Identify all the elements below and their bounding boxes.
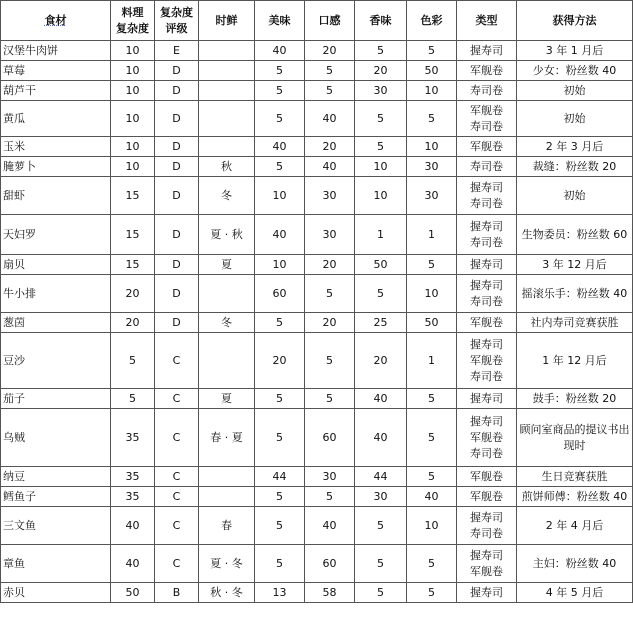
type-label: 军舰卷 bbox=[470, 489, 503, 503]
cell-color: 5 bbox=[407, 101, 457, 137]
cell-aroma: 40 bbox=[355, 409, 407, 467]
cell-complexity: 15 bbox=[111, 177, 155, 215]
cell-type bbox=[457, 61, 517, 81]
cell-aroma: 5 bbox=[355, 275, 407, 313]
table-row bbox=[1, 507, 633, 545]
cell-type bbox=[457, 215, 517, 255]
cell-color: 10 bbox=[407, 275, 457, 313]
cell-ingredient: 豆沙 bbox=[1, 333, 111, 389]
cell-texture: 60 bbox=[305, 545, 355, 583]
cell-ingredient: 黄瓜 bbox=[1, 101, 111, 137]
cell-ingredient: 草莓 bbox=[1, 61, 111, 81]
cell-texture: 5 bbox=[305, 81, 355, 101]
cell-season: 夏 · 冬 bbox=[199, 545, 255, 583]
cell-taste: 5 bbox=[255, 313, 305, 333]
cell-taste: 40 bbox=[255, 215, 305, 255]
cell-complexity: 35 bbox=[111, 487, 155, 507]
cell-season bbox=[199, 101, 255, 137]
cell-season: 冬 bbox=[199, 313, 255, 333]
cell-season bbox=[199, 333, 255, 389]
cell-color: 5 bbox=[407, 467, 457, 487]
table-row bbox=[1, 389, 633, 409]
type-label: 军舰卷 bbox=[470, 315, 503, 329]
cell-color: 50 bbox=[407, 61, 457, 81]
cell-color: 5 bbox=[407, 583, 457, 603]
type-label: 军舰卷 bbox=[470, 469, 503, 483]
table-row bbox=[1, 215, 633, 255]
table-row bbox=[1, 101, 633, 137]
cell-aroma: 5 bbox=[355, 583, 407, 603]
cell-complexity: 5 bbox=[111, 333, 155, 389]
cell-grade: D bbox=[155, 61, 199, 81]
cell-method: 2 年 3 月后 bbox=[517, 137, 633, 157]
header-grade: 复杂度 评级 bbox=[155, 1, 199, 41]
cell-aroma: 25 bbox=[355, 313, 407, 333]
header-aroma: 香味 bbox=[355, 1, 407, 41]
cell-complexity: 10 bbox=[111, 101, 155, 137]
cell-ingredient: 扇贝 bbox=[1, 255, 111, 275]
cell-method: 煎饼师傅：粉丝数 40 bbox=[517, 487, 633, 507]
cell-complexity: 40 bbox=[111, 507, 155, 545]
type-label: 军舰卷 bbox=[470, 139, 503, 153]
cell-texture: 30 bbox=[305, 467, 355, 487]
cell-complexity: 20 bbox=[111, 275, 155, 313]
cell-complexity: 10 bbox=[111, 137, 155, 157]
cell-complexity: 10 bbox=[111, 61, 155, 81]
cell-color: 5 bbox=[407, 255, 457, 275]
cell-aroma: 5 bbox=[355, 137, 407, 157]
cell-season: 夏 bbox=[199, 389, 255, 409]
cell-season bbox=[199, 41, 255, 61]
cell-taste: 40 bbox=[255, 137, 305, 157]
table-row bbox=[1, 41, 633, 61]
type-label: 握寿司 bbox=[470, 510, 503, 524]
table-row bbox=[1, 255, 633, 275]
cell-method: 少女：粉丝数 40 bbox=[517, 61, 633, 81]
type-label: 握寿司 bbox=[470, 337, 503, 351]
cell-type bbox=[457, 255, 517, 275]
cell-grade: D bbox=[155, 157, 199, 177]
type-label: 寿司卷 bbox=[470, 235, 503, 249]
cell-aroma: 50 bbox=[355, 255, 407, 275]
cell-grade: C bbox=[155, 545, 199, 583]
type-label: 握寿司 bbox=[470, 548, 503, 562]
cell-complexity: 20 bbox=[111, 313, 155, 333]
cell-ingredient: 三文鱼 bbox=[1, 507, 111, 545]
cell-season: 冬 bbox=[199, 177, 255, 215]
cell-type bbox=[457, 409, 517, 467]
type-label: 握寿司 bbox=[470, 414, 503, 428]
cell-method: 3 年 1 月后 bbox=[517, 41, 633, 61]
cell-aroma: 1 bbox=[355, 215, 407, 255]
cell-type bbox=[457, 487, 517, 507]
cell-aroma: 30 bbox=[355, 81, 407, 101]
cell-type bbox=[457, 389, 517, 409]
cell-method: 摇滚乐手：粉丝数 40 bbox=[517, 275, 633, 313]
cell-type bbox=[457, 137, 517, 157]
cell-method: 4 年 5 月后 bbox=[517, 583, 633, 603]
cell-texture: 20 bbox=[305, 41, 355, 61]
cell-ingredient: 葫芦干 bbox=[1, 81, 111, 101]
header-method: 获得方法 bbox=[517, 1, 633, 41]
cell-complexity: 15 bbox=[111, 255, 155, 275]
cell-color: 5 bbox=[407, 41, 457, 61]
cell-aroma: 20 bbox=[355, 61, 407, 81]
cell-aroma: 5 bbox=[355, 507, 407, 545]
cell-season bbox=[199, 487, 255, 507]
cell-aroma: 40 bbox=[355, 389, 407, 409]
cell-method: 主妇：粉丝数 40 bbox=[517, 545, 633, 583]
cell-season: 夏 · 秋 bbox=[199, 215, 255, 255]
type-label: 握寿司 bbox=[470, 180, 503, 194]
cell-color: 40 bbox=[407, 487, 457, 507]
cell-method: 生物委员：粉丝数 60 bbox=[517, 215, 633, 255]
cell-grade: C bbox=[155, 409, 199, 467]
cell-season bbox=[199, 467, 255, 487]
cell-color: 30 bbox=[407, 157, 457, 177]
cell-grade: D bbox=[155, 255, 199, 275]
cell-method: 裁缝：粉丝数 20 bbox=[517, 157, 633, 177]
cell-type bbox=[457, 81, 517, 101]
cell-grade: E bbox=[155, 41, 199, 61]
cell-method: 生日竞赛获胜 bbox=[517, 467, 633, 487]
cell-season: 春 bbox=[199, 507, 255, 545]
type-label: 握寿司 bbox=[470, 391, 503, 405]
table-row bbox=[1, 313, 633, 333]
header-color: 色彩 bbox=[407, 1, 457, 41]
cell-complexity: 35 bbox=[111, 467, 155, 487]
cell-taste: 5 bbox=[255, 389, 305, 409]
cell-texture: 60 bbox=[305, 409, 355, 467]
cell-complexity: 35 bbox=[111, 409, 155, 467]
cell-complexity: 5 bbox=[111, 389, 155, 409]
cell-grade: D bbox=[155, 101, 199, 137]
cell-color: 5 bbox=[407, 409, 457, 467]
cell-taste: 20 bbox=[255, 333, 305, 389]
cell-method: 鼓手：粉丝数 20 bbox=[517, 389, 633, 409]
cell-texture: 30 bbox=[305, 215, 355, 255]
cell-ingredient: 茄子 bbox=[1, 389, 111, 409]
header-taste: 美味 bbox=[255, 1, 305, 41]
cell-color: 10 bbox=[407, 137, 457, 157]
cell-season bbox=[199, 137, 255, 157]
cell-type bbox=[457, 467, 517, 487]
cell-ingredient: 章鱼 bbox=[1, 545, 111, 583]
cell-grade: D bbox=[155, 275, 199, 313]
cell-color: 5 bbox=[407, 545, 457, 583]
cell-texture: 30 bbox=[305, 177, 355, 215]
cell-color: 10 bbox=[407, 81, 457, 101]
cell-season bbox=[199, 61, 255, 81]
cell-taste: 10 bbox=[255, 255, 305, 275]
cell-texture: 20 bbox=[305, 313, 355, 333]
header-season: 时鲜 bbox=[199, 1, 255, 41]
cell-complexity: 10 bbox=[111, 81, 155, 101]
cell-method: 社内寿司竞赛获胜 bbox=[517, 313, 633, 333]
header-ingredient: 食材 bbox=[1, 1, 111, 41]
cell-type bbox=[457, 545, 517, 583]
type-label: 军舰卷 bbox=[470, 103, 503, 117]
cell-season: 夏 bbox=[199, 255, 255, 275]
cell-taste: 10 bbox=[255, 177, 305, 215]
cell-taste: 5 bbox=[255, 157, 305, 177]
type-label: 寿司卷 bbox=[470, 119, 503, 133]
cell-texture: 5 bbox=[305, 389, 355, 409]
type-label: 寿司卷 bbox=[470, 526, 503, 540]
cell-taste: 5 bbox=[255, 507, 305, 545]
cell-season bbox=[199, 275, 255, 313]
cell-complexity: 10 bbox=[111, 157, 155, 177]
cell-taste: 5 bbox=[255, 61, 305, 81]
cell-type bbox=[457, 157, 517, 177]
cell-taste: 5 bbox=[255, 101, 305, 137]
cell-texture: 20 bbox=[305, 137, 355, 157]
cell-taste: 5 bbox=[255, 545, 305, 583]
cell-method: 初始 bbox=[517, 101, 633, 137]
type-label: 寿司卷 bbox=[470, 83, 503, 97]
cell-texture: 40 bbox=[305, 507, 355, 545]
cell-ingredient: 鳕鱼子 bbox=[1, 487, 111, 507]
cell-aroma: 44 bbox=[355, 467, 407, 487]
type-label: 寿司卷 bbox=[470, 446, 503, 460]
cell-method: 2 年 4 月后 bbox=[517, 507, 633, 545]
cell-ingredient: 汉堡牛肉饼 bbox=[1, 41, 111, 61]
cell-method: 初始 bbox=[517, 81, 633, 101]
cell-season bbox=[199, 81, 255, 101]
cell-ingredient: 纳豆 bbox=[1, 467, 111, 487]
cell-grade: D bbox=[155, 177, 199, 215]
cell-taste: 40 bbox=[255, 41, 305, 61]
cell-grade: C bbox=[155, 467, 199, 487]
table-row bbox=[1, 409, 633, 467]
cell-type bbox=[457, 101, 517, 137]
table-row bbox=[1, 157, 633, 177]
cell-complexity: 50 bbox=[111, 583, 155, 603]
cell-texture: 20 bbox=[305, 255, 355, 275]
table-row bbox=[1, 61, 633, 81]
cell-type bbox=[457, 41, 517, 61]
cell-taste: 5 bbox=[255, 487, 305, 507]
cell-ingredient: 腌萝卜 bbox=[1, 157, 111, 177]
cell-color: 1 bbox=[407, 333, 457, 389]
cell-method: 顾问室商品的提议书出现时 bbox=[517, 409, 633, 467]
cell-aroma: 30 bbox=[355, 487, 407, 507]
cell-texture: 5 bbox=[305, 487, 355, 507]
type-label: 握寿司 bbox=[470, 278, 503, 292]
cell-grade: C bbox=[155, 487, 199, 507]
cell-aroma: 5 bbox=[355, 101, 407, 137]
cell-ingredient: 玉米 bbox=[1, 137, 111, 157]
cell-season: 春 · 夏 bbox=[199, 409, 255, 467]
cell-taste: 5 bbox=[255, 81, 305, 101]
cell-season: 秋 bbox=[199, 157, 255, 177]
table-row bbox=[1, 467, 633, 487]
table-row bbox=[1, 487, 633, 507]
cell-texture: 5 bbox=[305, 275, 355, 313]
header-row bbox=[1, 1, 633, 41]
cell-texture: 5 bbox=[305, 61, 355, 81]
cell-ingredient: 天妇罗 bbox=[1, 215, 111, 255]
cell-method: 1 年 12 月后 bbox=[517, 333, 633, 389]
cell-color: 5 bbox=[407, 389, 457, 409]
cell-season: 秋 · 冬 bbox=[199, 583, 255, 603]
table-row bbox=[1, 177, 633, 215]
cell-color: 30 bbox=[407, 177, 457, 215]
cell-taste: 60 bbox=[255, 275, 305, 313]
table-body bbox=[1, 41, 633, 603]
cell-taste: 5 bbox=[255, 409, 305, 467]
cell-type bbox=[457, 507, 517, 545]
header-complexity: 料理 复杂度 bbox=[111, 1, 155, 41]
type-label: 军舰卷 bbox=[470, 564, 503, 578]
cell-complexity: 40 bbox=[111, 545, 155, 583]
cell-ingredient: 牛小排 bbox=[1, 275, 111, 313]
type-label: 寿司卷 bbox=[470, 369, 503, 383]
cell-type bbox=[457, 275, 517, 313]
cell-aroma: 5 bbox=[355, 41, 407, 61]
cell-type bbox=[457, 333, 517, 389]
cell-taste: 44 bbox=[255, 467, 305, 487]
type-label: 军舰卷 bbox=[470, 63, 503, 77]
cell-type bbox=[457, 177, 517, 215]
cell-color: 50 bbox=[407, 313, 457, 333]
cell-method: 初始 bbox=[517, 177, 633, 215]
cell-grade: C bbox=[155, 389, 199, 409]
type-label: 军舰卷 bbox=[470, 430, 503, 444]
type-label: 握寿司 bbox=[470, 219, 503, 233]
header-texture: 口感 bbox=[305, 1, 355, 41]
cell-type bbox=[457, 583, 517, 603]
cell-aroma: 5 bbox=[355, 545, 407, 583]
cell-texture: 58 bbox=[305, 583, 355, 603]
table-row bbox=[1, 545, 633, 583]
header-type: 类型 bbox=[457, 1, 517, 41]
cell-complexity: 15 bbox=[111, 215, 155, 255]
cell-ingredient: 葱茵 bbox=[1, 313, 111, 333]
cell-grade: D bbox=[155, 81, 199, 101]
cell-ingredient: 甜虾 bbox=[1, 177, 111, 215]
cell-grade: C bbox=[155, 507, 199, 545]
cell-type bbox=[457, 313, 517, 333]
type-label: 握寿司 bbox=[470, 585, 503, 599]
cell-color: 10 bbox=[407, 507, 457, 545]
table-row bbox=[1, 583, 633, 603]
cell-grade: B bbox=[155, 583, 199, 603]
type-label: 握寿司 bbox=[470, 43, 503, 57]
cell-grade: D bbox=[155, 215, 199, 255]
cell-complexity: 10 bbox=[111, 41, 155, 61]
type-label: 寿司卷 bbox=[470, 294, 503, 308]
cell-texture: 40 bbox=[305, 157, 355, 177]
cell-aroma: 20 bbox=[355, 333, 407, 389]
type-label: 寿司卷 bbox=[470, 159, 503, 173]
table-row bbox=[1, 137, 633, 157]
cell-method: 3 年 12 月后 bbox=[517, 255, 633, 275]
cell-texture: 5 bbox=[305, 333, 355, 389]
table-row bbox=[1, 275, 633, 313]
cell-grade: D bbox=[155, 137, 199, 157]
cell-ingredient: 乌贼 bbox=[1, 409, 111, 467]
cell-ingredient: 赤贝 bbox=[1, 583, 111, 603]
type-label: 军舰卷 bbox=[470, 353, 503, 367]
table-row bbox=[1, 81, 633, 101]
type-label: 寿司卷 bbox=[470, 196, 503, 210]
cell-taste: 13 bbox=[255, 583, 305, 603]
cell-aroma: 10 bbox=[355, 177, 407, 215]
cell-color: 1 bbox=[407, 215, 457, 255]
cell-aroma: 10 bbox=[355, 157, 407, 177]
table-row bbox=[1, 333, 633, 389]
cell-grade: D bbox=[155, 313, 199, 333]
cell-grade: C bbox=[155, 333, 199, 389]
type-label: 握寿司 bbox=[470, 257, 503, 271]
cell-texture: 40 bbox=[305, 101, 355, 137]
